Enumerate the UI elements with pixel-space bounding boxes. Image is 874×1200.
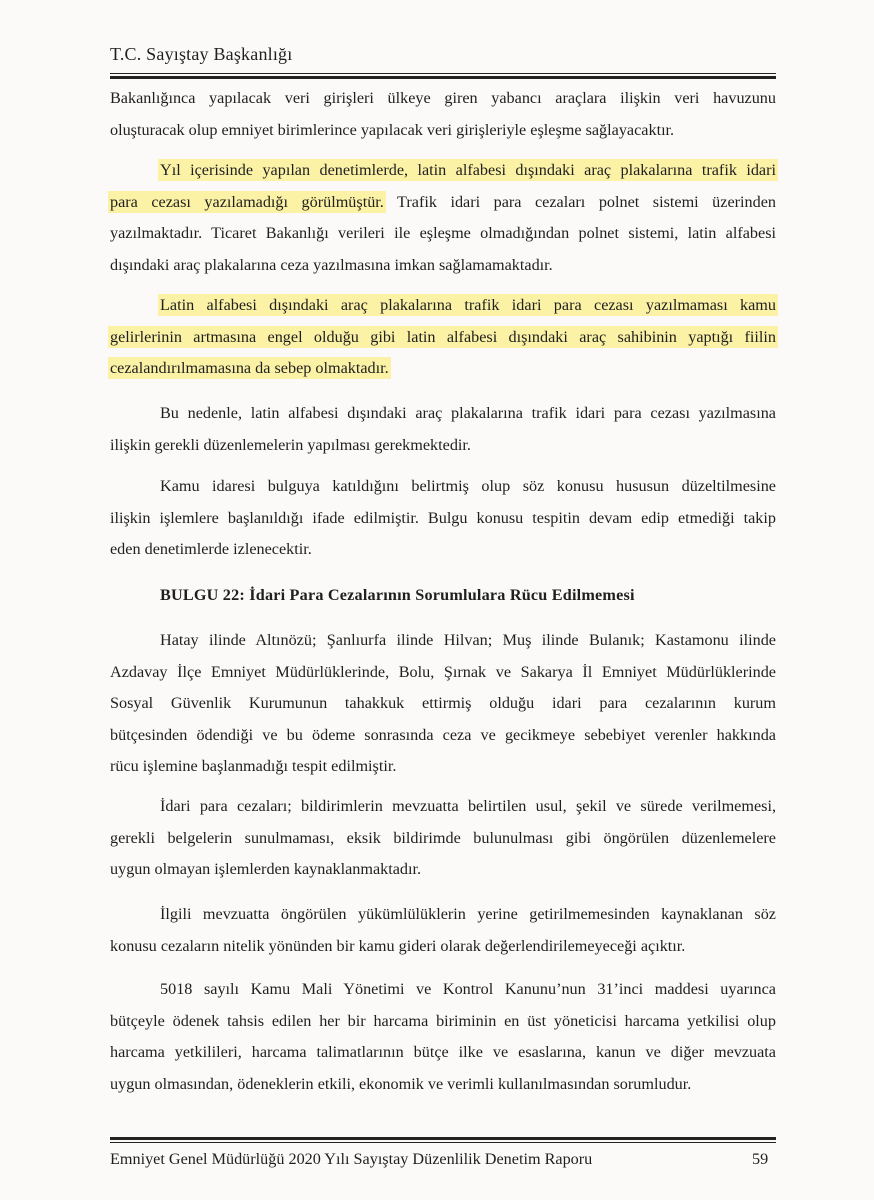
paragraph-6 <box>110 625 776 783</box>
header-title: T.C. Sayıştay Başkanlığı <box>110 44 293 64</box>
footer-rule-thick <box>110 1137 776 1140</box>
paragraph-2 <box>110 155 776 281</box>
page-number: 59 <box>752 1150 769 1168</box>
header-rule-thick <box>110 76 776 79</box>
paragraph-9 <box>110 974 776 1100</box>
paragraph-4 <box>110 398 776 461</box>
text-line: dışındaki araç plakalarına ceza yazılmasına imkan sağlamamaktadır. <box>110 255 553 274</box>
text-line: yazılmaktadır. Ticaret Bakanlığı verileri ile eşleşme olmadığından polnet sistemi, latin alfabesi <box>110 224 776 242</box>
header-rule-thin <box>110 73 776 74</box>
text-line: ilişkin gerekli düzenlemelerin yapılması gerekmektedir. <box>110 435 471 454</box>
text-line <box>110 187 776 219</box>
highlighted-text: para cezası yazılamadığı görülmüştür. <box>110 192 384 211</box>
highlighted-text: gelirlerinin artmasına engel olduğu gibi latin alfabesi dışındaki araç sahibinin yaptığı fiilin <box>110 327 776 346</box>
text-line: harcama yetkilileri, harcama talimatlarının bütçe ilke ve esaslarına, kanun ve diğer mevzuata <box>110 1043 776 1061</box>
text-line: Bakanlığınca yapılacak veri girişleri ülkeye giren yabancı araçlara ilişkin veri havuzunu <box>110 89 776 107</box>
text-line: bütçeyle ödenek tahsis edilen her bir harcama biriminin en üst yöneticisi harcama yetkilisi olup <box>110 1011 776 1030</box>
paragraph-8 <box>110 899 776 962</box>
paragraph-5 <box>110 471 776 566</box>
text-line: uygun olmasından, ödeneklerin etkili, ekonomik ve verimli kullanılmasından sorumludur. <box>110 1074 692 1093</box>
footer-title: Emniyet Genel Müdürlüğü 2020 Yılı Sayıştay Düzenlilik Denetim Raporu <box>110 1150 593 1168</box>
text-line: Kamu idaresi bulguya katıldığını belirtmiş olup söz konusu hususun düzeltilmesine <box>160 477 776 495</box>
text-line: rücu işlemine başlanmadığı tespit edilmiştir. <box>110 757 397 775</box>
paragraph-7 <box>110 791 776 886</box>
text-line <box>110 322 776 354</box>
text-line: konusu cezaların nitelik yönünden bir kamu gideri olarak değerlendirilemeyeceği açıktır. <box>110 936 686 955</box>
text-line: Sosyal Güvenlik Kurumunun tahakkuk ettirmiş olduğu idari para cezalarının kurum <box>110 694 776 712</box>
text-line: Hatay ilinde Altınözü; Şanlıurfa ilinde Hilvan; Muş ilinde Bulanık; Kastamonu ilinde <box>160 631 776 649</box>
highlighted-text: Latin alfabesi dışındaki araç plakalarına trafik idari para cezası yazılmaması kamu <box>160 296 776 314</box>
text-line: bütçesinden ödendiği ve bu ödeme sonrasında ceza ve gecikmeye sebebiyet verenler hakkında <box>110 725 776 744</box>
text-line: Bu nedenle, latin alfabesi dışındaki araç plakalarına trafik idari para cezası yazılmasına <box>160 404 776 422</box>
text-line: gerekli belgelerin sunulmaması, eksik bildirimde bulunulması gibi öngörülen düzenlemelere <box>110 828 776 847</box>
finding-heading: BULGU 22: İdari Para Cezalarının Sorumlulara Rücu Edilmemesi <box>160 586 635 604</box>
text-line: İdari para cezaları; bildirimlerin mevzuatta belirtilen usul, şekil ve sürede verilmemesi, <box>160 797 776 815</box>
text-line: 5018 sayılı Kamu Mali Yönetimi ve Kontrol Kanunu’nun 31’inci maddesi uyarınca <box>160 980 776 998</box>
highlighted-text: Yıl içerisinde yapılan denetimlerde, latin alfabesi dışındaki araç plakalarına trafik idari <box>160 161 776 179</box>
paragraph-1 <box>110 83 776 146</box>
paragraph-3 <box>110 290 776 385</box>
text-span: Trafik idari para cezaları polnet sistemi üzerinden <box>383 192 776 211</box>
text-line: İlgili mevzuatta öngörülen yükümlülüklerin yerine getirilmemesinden kaynaklanan söz <box>160 905 776 923</box>
text-line: eden denetimlerde izlenecektir. <box>110 540 312 558</box>
text-line <box>110 353 776 385</box>
footer-rule-thin <box>110 1142 776 1143</box>
text-line: ilişkin işlemlere başlanıldığı ifade edilmiştir. Bulgu konusu tespitin devam edip etmediği takip <box>110 508 776 527</box>
highlighted-text: cezalandırılmamasına da sebep olmaktadır. <box>110 359 389 377</box>
text-line: oluşturacak olup emniyet birimlerince yapılacak veri girişleriyle eşleşme sağlayacaktır. <box>110 120 675 139</box>
text-line <box>110 155 776 187</box>
text-line <box>110 290 776 322</box>
text-line: uygun olmayan işlemlerden kaynaklanmaktadır. <box>110 860 422 878</box>
text-line: Azdavay İlçe Emniyet Müdürlüklerinde, Bolu, Şırnak ve Sakarya İl Emniyet Müdürlüklerinde <box>110 662 776 681</box>
